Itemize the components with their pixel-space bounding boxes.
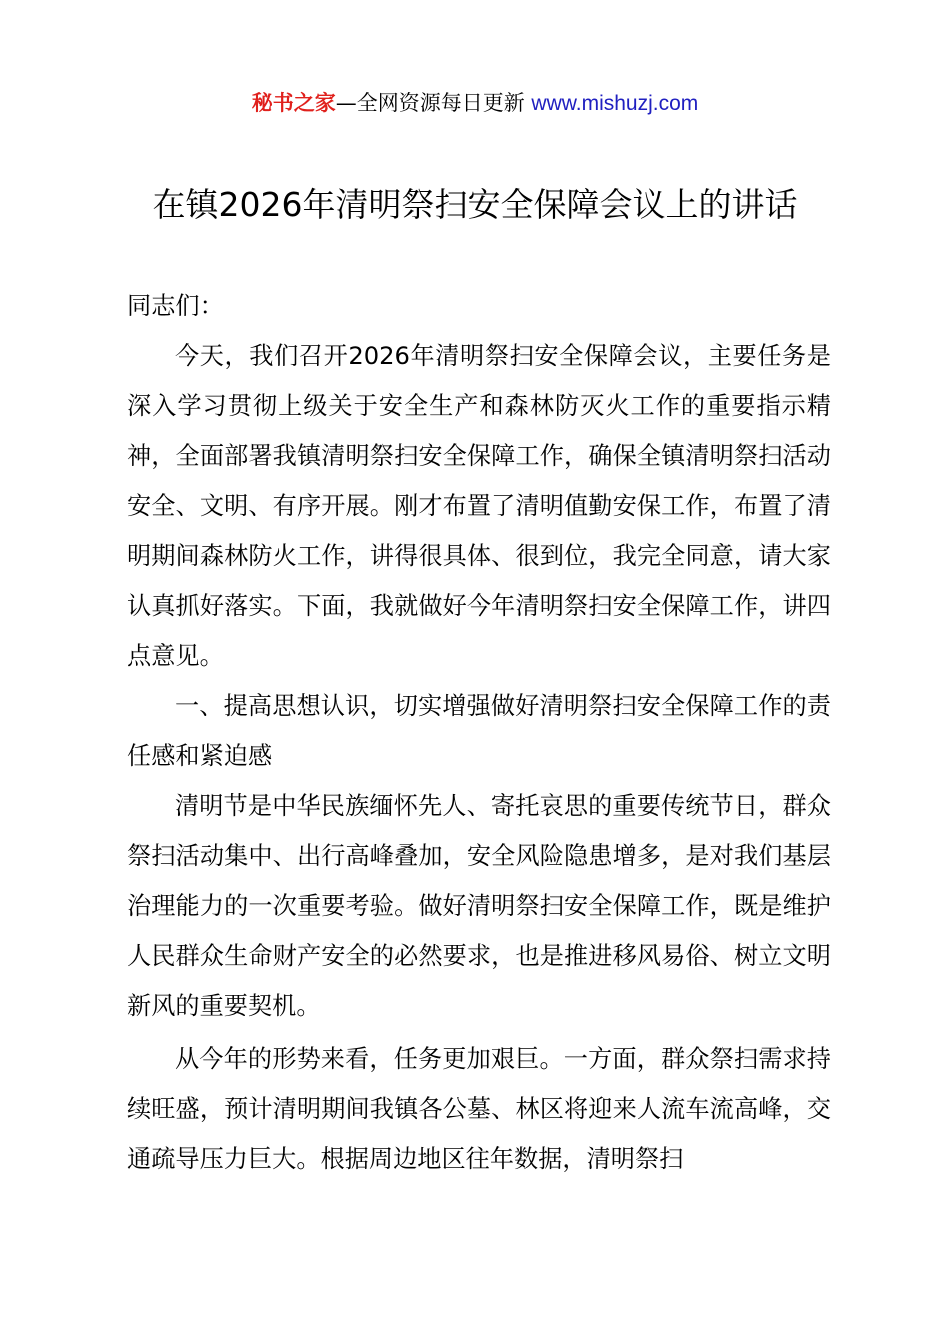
document-body [127,281,831,1184]
section-heading-1: 一、提高思想认识，切实增强做好清明祭扫安全保障工作的责任感和紧迫感 [127,692,831,770]
header-slogan: 全网资源每日更新 [356,91,525,115]
paragraph-significance: 清明节是中华民族缅怀先人、寄托哀思的重要传统节日，群众祭扫活动集中、出行高峰叠加，安全风险隐患增多，是对我们基层治理能力的一次重要考验。做好清明祭扫安全保障工作，既是维护人民群众生命财产安全的必然要求，也是推进移风易俗、树立文明新风的重要契机。 [127,792,831,1020]
document-title: 在镇2026年清明祭扫安全保障会议上的讲话 [152,185,798,224]
site-url-link[interactable]: www.mishuzj.com [531,92,699,115]
paragraph-intro: 今天，我们召开2026年清明祭扫安全保障会议，主要任务是深入学习贯彻上级关于安全生产和森林防灭火工作的重要指示精神，全面部署我镇清明祭扫安全保障工作，确保全镇清明祭扫活动安全、文明、有序开展。刚才布置了清明值勤安保工作，布置了清明期间森林防火工作，讲得很具体、很到位，我完全同意，请大家认真抓好落实。下面，我就做好今年清明祭扫安全保障工作，讲四点意见。 [127,342,831,670]
paragraph-situation: 从今年的形势来看，任务更加艰巨。一方面，群众祭扫需求持续旺盛，预计清明期间我镇各公墓、林区将迎来人流车流高峰，交通疏导压力巨大。根据周边地区往年数据，清明祭扫 [127,1045,831,1173]
salutation: 同志们： [127,292,224,320]
site-header [0,88,950,119]
header-dash: — [335,91,357,115]
brand-name: 秘书之家 [251,91,336,115]
